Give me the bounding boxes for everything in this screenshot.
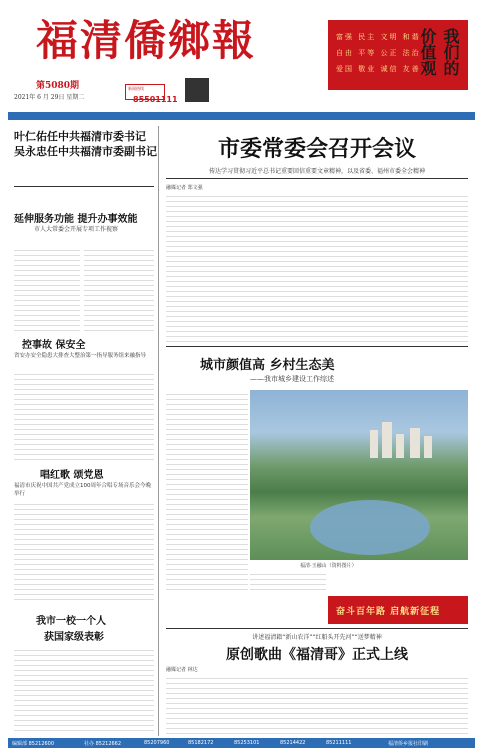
footer-item-8: 福清侨乡报社印刷 bbox=[388, 741, 429, 747]
feature-body-col2 bbox=[250, 570, 326, 594]
story4-body bbox=[14, 500, 154, 600]
story3-body bbox=[14, 370, 154, 460]
bottom-kicker: 讲述福清籍“新山农洋”“红船头开先河”“送梦精神 bbox=[252, 634, 382, 641]
ad-row-1: 富强 民主 文明 和谐 bbox=[336, 33, 421, 41]
story2-body-col2 bbox=[84, 246, 154, 334]
story2-body-col1 bbox=[14, 246, 80, 334]
footer-item-2: 社办 85212662 bbox=[84, 741, 122, 747]
masthead-info bbox=[185, 78, 320, 102]
footer-item-3: 85207960 bbox=[144, 740, 170, 746]
footer-item-5: 85253101 bbox=[234, 740, 260, 746]
feature-photo-caption: 福清·玉融山（资料图片） bbox=[300, 563, 357, 569]
ad-row-3: 爱国 敬业 诚信 友善 bbox=[336, 65, 421, 73]
bottom-headline: 原创歌曲《福清哥》正式上线 bbox=[226, 647, 408, 663]
bottom-body bbox=[166, 674, 468, 734]
feature-photo bbox=[250, 390, 468, 560]
story3-subhead: 省安办安全隐患大排查大整治第一指导服务组来融指导 bbox=[14, 353, 147, 359]
story3-headline: 控事故 保安全 bbox=[22, 340, 86, 351]
masthead-title: 福清僑鄉報 bbox=[36, 16, 257, 65]
qr-code-icon bbox=[185, 78, 209, 102]
hotline-label: 新闻热线 bbox=[128, 86, 144, 91]
ad-row-2: 自由 平等 公正 法治 bbox=[336, 49, 421, 57]
feature-subhead: ——我市城乡建设工作综述 bbox=[250, 375, 334, 383]
top-info-bar bbox=[8, 112, 475, 120]
story2-subhead: 市人大常委会开展专项工作视察 bbox=[34, 226, 119, 233]
story4-subhead: 福清市庆祝中国共产党成立100周年合唱专场音乐会今晚举行 bbox=[14, 483, 151, 497]
lead-headline: 市委常委会召开会议 bbox=[217, 136, 416, 162]
bottom-byline: 融媒记者 林达 bbox=[166, 667, 198, 673]
footer-item-4: 85182172 bbox=[188, 740, 214, 746]
story1-headline-1: 叶仁佑任中共福清市委书记 bbox=[14, 130, 146, 143]
values-ad-box bbox=[328, 20, 468, 90]
ad-brush-text: 我们的价值观 bbox=[418, 28, 460, 76]
story2-headline: 延伸服务功能 提升办事效能 bbox=[14, 214, 138, 225]
story5-body bbox=[14, 646, 154, 732]
story1-body bbox=[14, 164, 154, 184]
story5-headline: 我市一校一个人 bbox=[36, 616, 106, 627]
story5-subhead: 获国家级表彰 bbox=[44, 632, 104, 643]
hotline-number: 85501111 bbox=[133, 95, 178, 104]
footer-item-6: 85214422 bbox=[280, 740, 306, 746]
lead-byline: 融媒记者 郑文强 bbox=[166, 185, 203, 191]
centennial-banner-text: 奋斗百年路 启航新征程 bbox=[336, 607, 441, 617]
story4-headline: 唱红歌 颂党恩 bbox=[40, 470, 104, 481]
feature-body-col1 bbox=[166, 390, 248, 590]
centennial-banner bbox=[328, 596, 468, 624]
publication-date: 2021年 6 月 29日 星期二 bbox=[14, 94, 85, 101]
lead-body bbox=[166, 192, 468, 342]
footer-item-7: 85211111 bbox=[326, 740, 352, 746]
issue-number: 第5080期 bbox=[36, 81, 80, 91]
feature-headline: 城市颜值高 乡村生态美 bbox=[200, 358, 335, 373]
footer-bar bbox=[8, 738, 475, 748]
footer-item-1: 编辑部 85212600 bbox=[12, 741, 55, 747]
lead-kicker: 传达学习贯彻习近平总书记重要回信重要文章精神，以及省委、福州市委全会精神 bbox=[208, 168, 425, 175]
story1-headline-2: 吴永忠任中共福清市委副书记 bbox=[14, 145, 157, 158]
